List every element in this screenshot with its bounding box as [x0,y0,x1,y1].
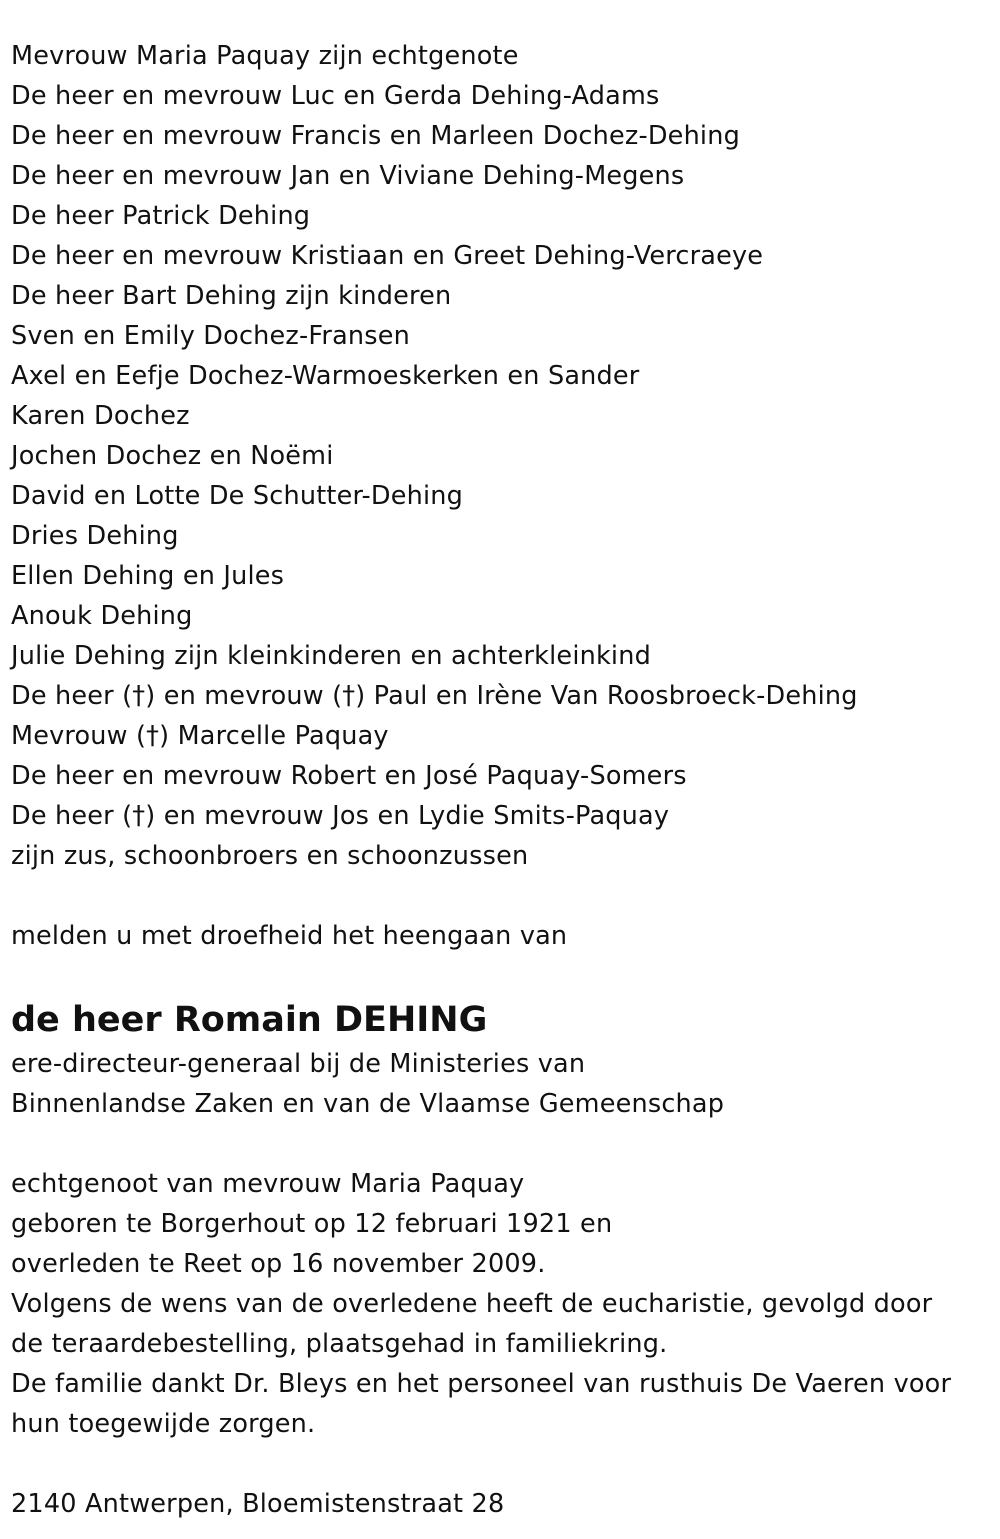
family-line: Jochen Dochez en Noëmi [11,441,334,471]
family-line: Julie Dehing zijn kleinkinderen en achterkleinkind [11,641,651,671]
family-line: Anouk Dehing [11,601,193,631]
detail-line: De familie dankt Dr. Bleys en het personeel van rusthuis De Vaeren voor [11,1369,952,1399]
spacer [11,1124,991,1164]
address-text: 2140 Antwerpen, Bloemistenstraat 28 [11,1489,505,1519]
family-line: Mevrouw (†) Marcelle Paquay [11,721,389,751]
detail-line: overleden te Reet op 16 november 2009. [11,1249,546,1279]
spacer [11,956,991,996]
family-line: Mevrouw Maria Paquay zijn echtgenote [11,41,519,71]
deceased-name: de heer Romain DEHING [11,1000,488,1040]
family-line: De heer en mevrouw Luc en Gerda Dehing-Adams [11,81,660,111]
family-line: Dries Dehing [11,521,179,551]
family-line: De heer en mevrouw Jan en Viviane Dehing-Megens [11,161,685,191]
family-list [11,36,991,876]
family-line: Ellen Dehing en Jules [11,561,285,591]
detail-line: Volgens de wens van de overledene heeft de eucharistie, gevolgd door [11,1289,933,1319]
obituary-notice [11,36,991,1524]
family-line: Axel en Eefje Dochez-Warmoeskerken en Sander [11,361,640,391]
family-line: De heer Bart Dehing zijn kinderen [11,281,452,311]
family-line: Sven en Emily Dochez-Fransen [11,321,411,351]
family-line: Karen Dochez [11,401,190,431]
family-line: zijn zus, schoonbroers en schoonzussen [11,841,529,871]
detail-line: geboren te Borgerhout op 12 februari 1921 en [11,1209,613,1239]
details-block [11,1164,991,1444]
family-line: De heer en mevrouw Kristiaan en Greet Dehing-Vercraeye [11,241,764,271]
family-line: De heer en mevrouw Francis en Marleen Dochez-Dehing [11,121,740,151]
detail-line: hun toegewijde zorgen. [11,1409,316,1439]
title-line: Binnenlandse Zaken en van de Vlaamse Gemeenschap [11,1089,725,1119]
announcement-text: melden u met droefheid het heengaan van [11,921,568,951]
spacer [11,1444,991,1484]
detail-line: de teraardebestelling, plaatsgehad in familiekring. [11,1329,668,1359]
title-line: ere-directeur-generaal bij de Ministeries van [11,1049,586,1079]
spacer [11,876,991,916]
family-line: De heer (†) en mevrouw Jos en Lydie Smits-Paquay [11,801,670,831]
family-line: De heer (†) en mevrouw (†) Paul en Irène Van Roosbroeck-Dehing [11,681,858,711]
family-line: De heer Patrick Dehing [11,201,311,231]
family-line: David en Lotte De Schutter-Dehing [11,481,464,511]
deceased-title [11,1044,991,1124]
detail-line: echtgenoot van mevrouw Maria Paquay [11,1169,525,1199]
family-line: De heer en mevrouw Robert en José Paquay-Somers [11,761,687,791]
